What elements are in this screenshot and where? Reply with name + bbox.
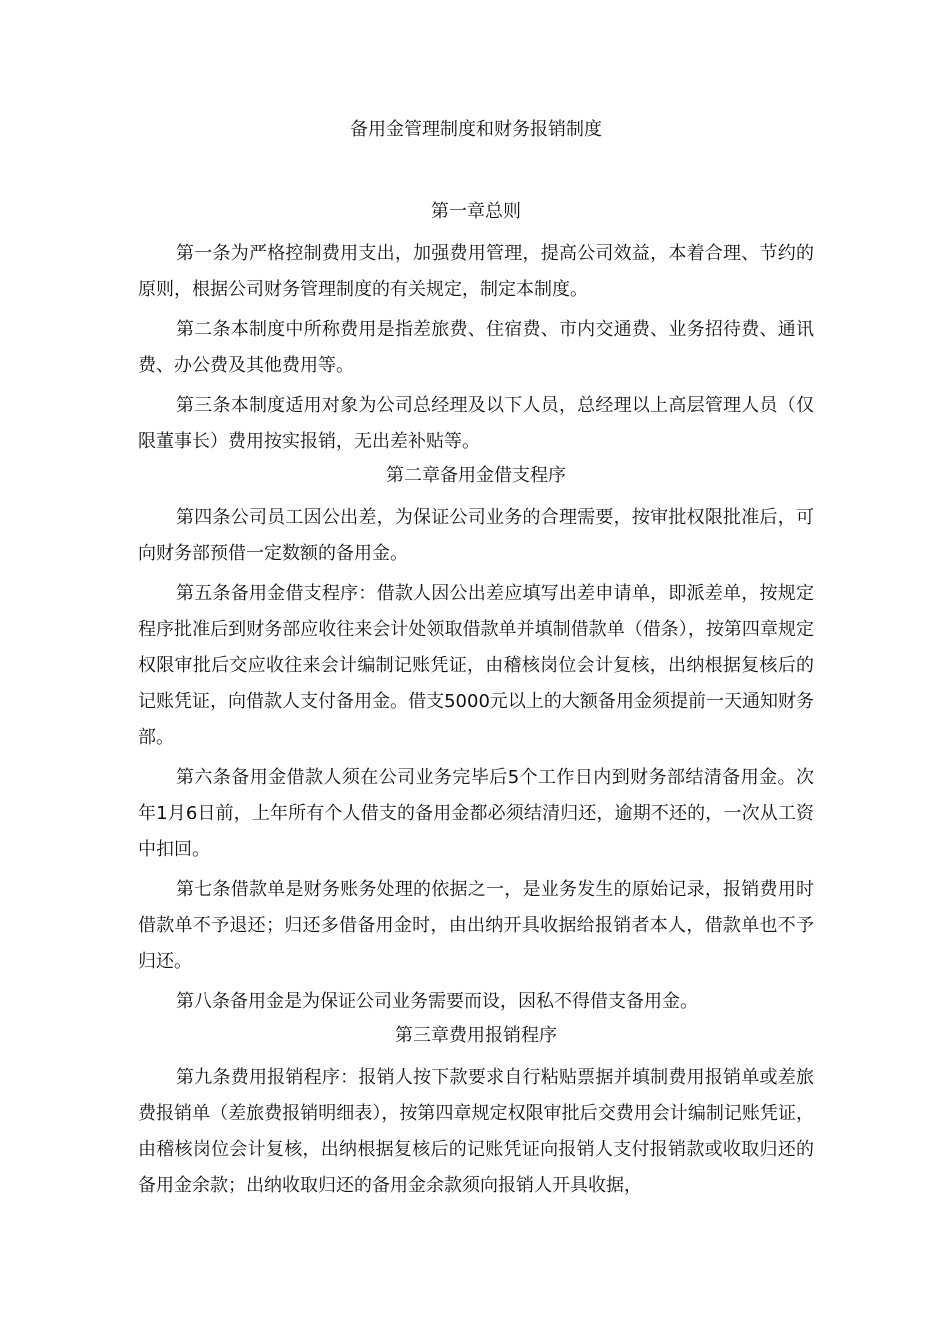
chapter-3 xyxy=(138,1024,814,1204)
chapter-heading: 第一章总则 xyxy=(431,201,521,222)
paragraph: 第八条备用金是为保证公司业务需要而设，因私不得借支备用金。 xyxy=(176,991,698,1012)
paragraph: 第二条本制度中所称费用是指差旅费、住宿费、市内交通费、业务招待费、通讯费、办公费及其他费用等。 xyxy=(138,319,814,376)
chapter-heading: 第二章备用金借支程序 xyxy=(386,465,566,486)
paragraph: 第七条借款单是财务账务处理的依据之一，是业务发生的原始记录，报销费用时借款单不予退还；归还多借备用金时，由出纳开具收据给报销者本人，借款单也不予归还。 xyxy=(138,879,814,972)
paragraph: 第四条公司员工因公出差，为保证公司业务的合理需要，按审批权限批准后，可向财务部预借一定数额的备用金。 xyxy=(138,507,814,564)
chapter-2 xyxy=(138,464,814,1020)
chapter-1 xyxy=(138,200,814,460)
paragraph: 第一条为严格控制费用支出，加强费用管理，提高公司效益，本着合理、节约的原则，根据公司财务管理制度的有关规定，制定本制度。 xyxy=(138,243,814,300)
chapter-heading: 第三章费用报销程序 xyxy=(395,1025,557,1046)
paragraph: 第三条本制度适用对象为公司总经理及以下人员，总经理以上高层管理人员（仅限董事长）费用按实报销，无出差补贴等。 xyxy=(138,395,814,452)
document-title: 备用金管理制度和财务报销制度 xyxy=(350,119,602,140)
paragraph: 第六条备用金借款人须在公司业务完毕后5个工作日内到财务部结清备用金。次年1月6日前，上年所有个人借支的备用金都必须结清归还，逾期不还的，一次从工资中扣回。 xyxy=(138,767,814,860)
paragraph: 第九条费用报销程序：报销人按下款要求自行粘贴票据并填制费用报销单或差旅费报销单（差旅费报销明细表），按第四章规定权限审批后交费用会计编制记账凭证，由稽核岗位会计复核，出纳根据复核后的记账凭证向报销人支付报销款或收取归还的备用金余款；出纳收取归还的备用金余款须向报销人开具收据， xyxy=(138,1067,814,1196)
paragraph: 第五条备用金借支程序：借款人因公出差应填写出差申请单，即派差单，按规定程序批准后到财务部应收往来会计处领取借款单并填制借款单（借条），按第四章规定权限审批后交应收往来会计编制记账凭证，由稽核岗位会计复核，出纳根据复核后的记账凭证，向借款人支付备用金。借支5000元以上的大额备用金须提前一天通知财务部。 xyxy=(138,583,814,748)
